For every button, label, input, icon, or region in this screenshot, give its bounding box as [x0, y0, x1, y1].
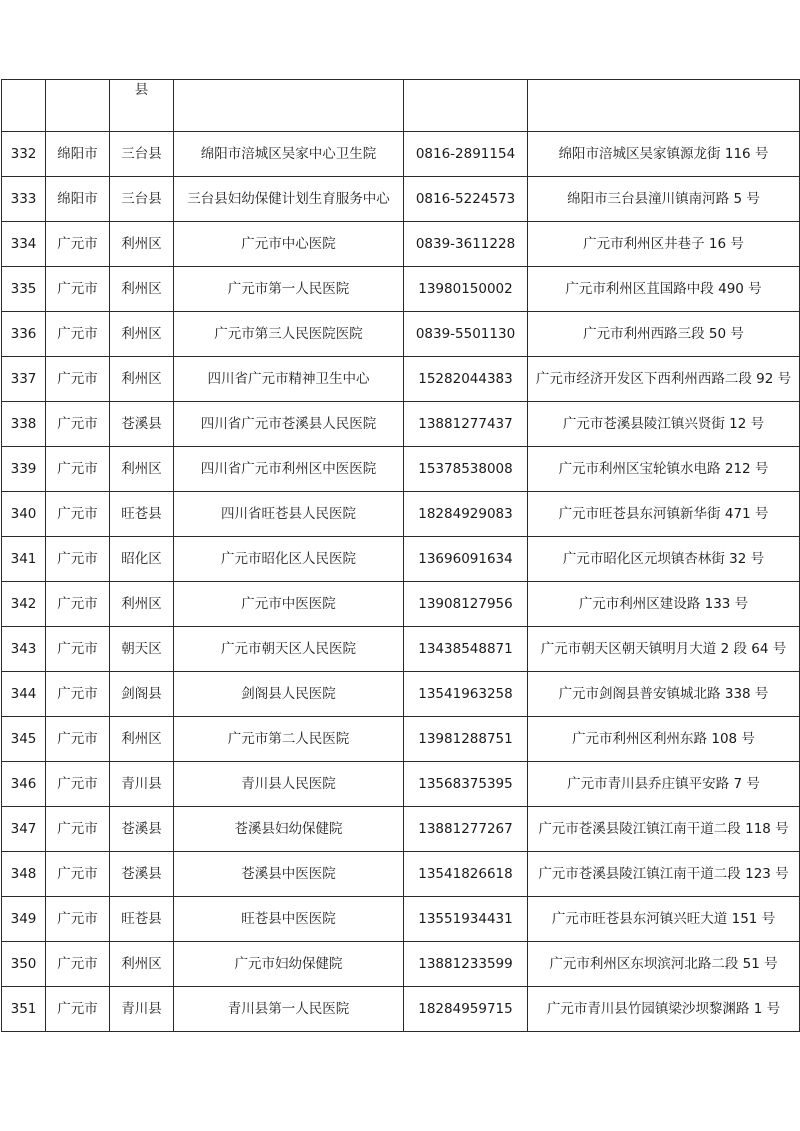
hospital-table	[1, 79, 800, 1032]
table-row	[2, 897, 800, 942]
table-row	[2, 942, 800, 987]
cell-district: 苍溪县	[110, 402, 174, 447]
cell-phone: 13696091634	[404, 537, 528, 582]
cell-address: 绵阳市涪城区吴家镇源龙街 116 号	[528, 132, 800, 177]
cell-hospital-name: 青川县人民医院	[174, 762, 404, 807]
cell-hospital-name: 旺苍县中医医院	[174, 897, 404, 942]
cell-address: 广元市利州区建设路 133 号	[528, 582, 800, 627]
cell-district: 三台县	[110, 177, 174, 222]
cell-city: 绵阳市	[46, 132, 110, 177]
cell-phone: 15378538008	[404, 447, 528, 492]
cell-hospital-name: 四川省广元市精神卫生中心	[174, 357, 404, 402]
cell-hospital-name: 剑阁县人民医院	[174, 672, 404, 717]
cell-address: 广元市利州区苴国路中段 490 号	[528, 267, 800, 312]
cell-district: 利州区	[110, 357, 174, 402]
cell-index: 351	[2, 987, 46, 1032]
table-row	[2, 177, 800, 222]
cell-district: 朝天区	[110, 627, 174, 672]
cell-city: 广元市	[46, 492, 110, 537]
cell-index: 337	[2, 357, 46, 402]
cell-city: 广元市	[46, 402, 110, 447]
cell-index: 334	[2, 222, 46, 267]
cell-city: 广元市	[46, 537, 110, 582]
cell-phone: 13551934431	[404, 897, 528, 942]
cell-city: 广元市	[46, 222, 110, 267]
cell-district: 青川县	[110, 762, 174, 807]
table-row	[2, 987, 800, 1032]
cell-city: 广元市	[46, 987, 110, 1032]
cell-address: 广元市青川县乔庄镇平安路 7 号	[528, 762, 800, 807]
cell-district: 青川县	[110, 987, 174, 1032]
table-row-continued	[2, 80, 800, 132]
cell-hospital-name: 四川省旺苍县人民医院	[174, 492, 404, 537]
cell-address: 广元市苍溪县陵江镇江南干道二段 123 号	[528, 852, 800, 897]
cell-address	[528, 80, 800, 132]
cell-index: 345	[2, 717, 46, 762]
cell-city: 广元市	[46, 807, 110, 852]
cell-phone: 13908127956	[404, 582, 528, 627]
table-row	[2, 357, 800, 402]
cell-index: 335	[2, 267, 46, 312]
cell-district: 苍溪县	[110, 852, 174, 897]
cell-city: 广元市	[46, 357, 110, 402]
table-row	[2, 807, 800, 852]
cell-city: 广元市	[46, 582, 110, 627]
cell-phone	[404, 80, 528, 132]
cell-address: 广元市利州区利州东路 108 号	[528, 717, 800, 762]
table-row	[2, 717, 800, 762]
cell-address: 绵阳市三台县潼川镇南河路 5 号	[528, 177, 800, 222]
cell-address: 广元市利州区东坝滨河北路二段 51 号	[528, 942, 800, 987]
cell-index: 342	[2, 582, 46, 627]
cell-index: 347	[2, 807, 46, 852]
cell-phone: 13568375395	[404, 762, 528, 807]
cell-phone: 13881277267	[404, 807, 528, 852]
cell-district: 利州区	[110, 312, 174, 357]
cell-district: 利州区	[110, 222, 174, 267]
cell-hospital-name: 四川省广元市苍溪县人民医院	[174, 402, 404, 447]
cell-address: 广元市利州区宝轮镇水电路 212 号	[528, 447, 800, 492]
cell-district: 苍溪县	[110, 807, 174, 852]
table-row	[2, 312, 800, 357]
cell-district: 利州区	[110, 267, 174, 312]
cell-hospital-name: 广元市中医医院	[174, 582, 404, 627]
cell-index: 341	[2, 537, 46, 582]
cell-district: 利州区	[110, 942, 174, 987]
table-row	[2, 447, 800, 492]
cell-phone: 13541826618	[404, 852, 528, 897]
cell-district: 旺苍县	[110, 492, 174, 537]
cell-hospital-name: 广元市第二人民医院	[174, 717, 404, 762]
cell-index: 336	[2, 312, 46, 357]
table-row	[2, 267, 800, 312]
cell-city: 广元市	[46, 627, 110, 672]
cell-phone: 0839-3611228	[404, 222, 528, 267]
cell-hospital-name: 苍溪县中医医院	[174, 852, 404, 897]
cell-hospital-name: 青川县第一人民医院	[174, 987, 404, 1032]
cell-district: 三台县	[110, 132, 174, 177]
cell-index: 348	[2, 852, 46, 897]
table-row	[2, 627, 800, 672]
cell-city: 广元市	[46, 897, 110, 942]
cell-city	[46, 80, 110, 132]
cell-hospital-name: 广元市朝天区人民医院	[174, 627, 404, 672]
cell-phone: 0816-2891154	[404, 132, 528, 177]
cell-index: 333	[2, 177, 46, 222]
cell-city: 广元市	[46, 852, 110, 897]
cell-district: 县	[110, 80, 174, 132]
table-row	[2, 492, 800, 537]
cell-city: 广元市	[46, 267, 110, 312]
table-row	[2, 762, 800, 807]
cell-district: 利州区	[110, 717, 174, 762]
cell-hospital-name: 四川省广元市利州区中医医院	[174, 447, 404, 492]
cell-address: 广元市青川县竹园镇梁沙坝黎渊路 1 号	[528, 987, 800, 1032]
cell-address: 广元市经济开发区下西利州西路二段 92 号	[528, 357, 800, 402]
cell-index: 340	[2, 492, 46, 537]
cell-index: 346	[2, 762, 46, 807]
cell-hospital-name: 三台县妇幼保健计划生育服务中心	[174, 177, 404, 222]
table-row	[2, 672, 800, 717]
cell-index: 350	[2, 942, 46, 987]
table-row	[2, 222, 800, 267]
cell-phone: 15282044383	[404, 357, 528, 402]
cell-index: 343	[2, 627, 46, 672]
cell-phone: 13438548871	[404, 627, 528, 672]
cell-address: 广元市利州区井巷子 16 号	[528, 222, 800, 267]
cell-city: 绵阳市	[46, 177, 110, 222]
cell-address: 广元市利州西路三段 50 号	[528, 312, 800, 357]
table-row	[2, 132, 800, 177]
cell-phone: 13881233599	[404, 942, 528, 987]
cell-phone: 0816-5224573	[404, 177, 528, 222]
cell-hospital-name: 广元市第一人民医院	[174, 267, 404, 312]
cell-address: 广元市苍溪县陵江镇江南干道二段 118 号	[528, 807, 800, 852]
cell-address: 广元市苍溪县陵江镇兴贤街 12 号	[528, 402, 800, 447]
cell-index: 349	[2, 897, 46, 942]
cell-hospital-name: 广元市中心医院	[174, 222, 404, 267]
cell-address: 广元市剑阁县普安镇城北路 338 号	[528, 672, 800, 717]
table-row	[2, 402, 800, 447]
cell-district: 利州区	[110, 447, 174, 492]
cell-phone: 18284929083	[404, 492, 528, 537]
cell-phone: 18284959715	[404, 987, 528, 1032]
cell-hospital-name: 苍溪县妇幼保健院	[174, 807, 404, 852]
cell-address: 广元市朝天区朝天镇明月大道 2 段 64 号	[528, 627, 800, 672]
cell-index: 344	[2, 672, 46, 717]
cell-city: 广元市	[46, 672, 110, 717]
cell-district: 剑阁县	[110, 672, 174, 717]
cell-city: 广元市	[46, 942, 110, 987]
cell-phone: 13981288751	[404, 717, 528, 762]
table-row	[2, 852, 800, 897]
cell-district: 昭化区	[110, 537, 174, 582]
cell-index: 339	[2, 447, 46, 492]
hospital-table-body	[2, 80, 800, 1032]
cell-hospital-name: 广元市第三人民医院医院	[174, 312, 404, 357]
cell-hospital-name: 广元市昭化区人民医院	[174, 537, 404, 582]
cell-hospital-name	[174, 80, 404, 132]
cell-district: 旺苍县	[110, 897, 174, 942]
cell-city: 广元市	[46, 717, 110, 762]
table-row	[2, 582, 800, 627]
cell-phone: 13541963258	[404, 672, 528, 717]
cell-address: 广元市昭化区元坝镇杏林街 32 号	[528, 537, 800, 582]
cell-phone: 13980150002	[404, 267, 528, 312]
cell-address: 广元市旺苍县东河镇兴旺大道 151 号	[528, 897, 800, 942]
cell-index	[2, 80, 46, 132]
cell-city: 广元市	[46, 762, 110, 807]
table-row	[2, 537, 800, 582]
cell-hospital-name: 绵阳市涪城区吴家中心卫生院	[174, 132, 404, 177]
cell-hospital-name: 广元市妇幼保健院	[174, 942, 404, 987]
cell-city: 广元市	[46, 447, 110, 492]
cell-city: 广元市	[46, 312, 110, 357]
cell-phone: 13881277437	[404, 402, 528, 447]
cell-index: 338	[2, 402, 46, 447]
cell-phone: 0839-5501130	[404, 312, 528, 357]
cell-district: 利州区	[110, 582, 174, 627]
cell-address: 广元市旺苍县东河镇新华街 471 号	[528, 492, 800, 537]
cell-index: 332	[2, 132, 46, 177]
